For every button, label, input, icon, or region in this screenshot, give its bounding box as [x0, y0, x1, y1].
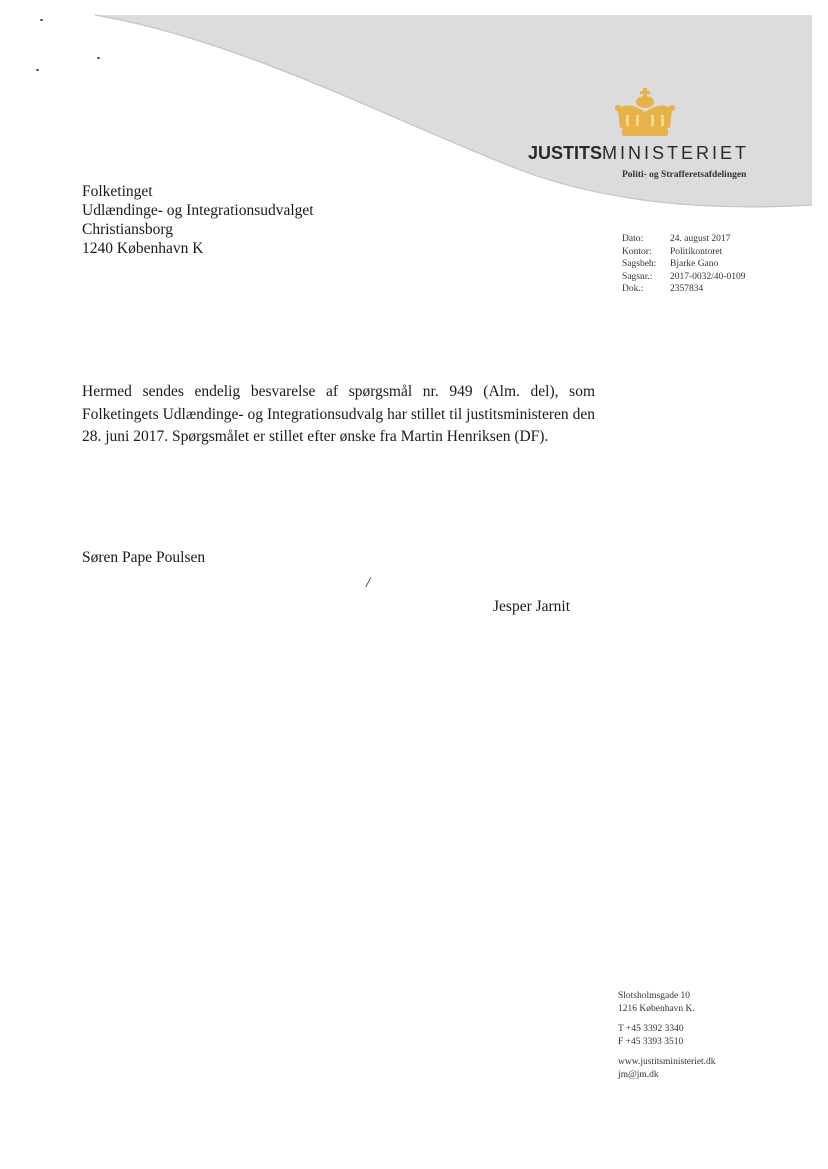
signature-separator: / — [366, 575, 371, 591]
scan-speck — [40, 19, 43, 21]
footer-fax: F +45 3393 3510 — [618, 1036, 684, 1047]
meta-label: Kontor: — [622, 246, 652, 257]
letter-body: Hermed sendes endelig besvarelse af spørgsmål nr. 949 (Alm. del), som Folketingets Udlændinge- og Integrationsudvalg har stillet til justitsministeren den 28. juni 2017. Spørgsmålet er stillet efter ønske fra Martin Henriksen (DF). — [82, 383, 595, 445]
meta-row — [622, 283, 745, 296]
recipient-line: Udlændinge- og Integrationsudvalget — [82, 202, 314, 219]
meta-value: Bjarke Gano — [670, 259, 719, 269]
footer-address-line: 1216 København K. — [618, 1003, 695, 1014]
meta-value: 2357834 — [670, 284, 704, 294]
meta-value: 2017-0032/40-0109 — [670, 271, 746, 282]
recipient-line: Folketinget — [82, 183, 153, 200]
logo-name-rest: MINISTERIET — [602, 143, 750, 163]
footer-email: jm@jm.dk — [618, 1069, 659, 1080]
recipient-address — [82, 182, 314, 258]
case-metadata — [622, 233, 745, 296]
contact-footer — [618, 990, 716, 1081]
meta-row — [622, 258, 745, 271]
logo-name-bold: JUSTITS — [528, 143, 603, 163]
official-signature: Jesper Jarnit — [493, 598, 571, 615]
recipient-line: 1240 København K — [82, 240, 204, 257]
scan-speck — [36, 69, 39, 71]
meta-label: Sagsnr.: — [622, 271, 653, 282]
meta-label: Dato: — [622, 234, 644, 244]
meta-row — [622, 271, 745, 284]
minister-signature: Søren Pape Poulsen — [82, 549, 206, 566]
footer-address-line: Slotsholmsgade 10 — [618, 991, 691, 1001]
meta-row — [622, 246, 745, 259]
meta-value: Politikontoret — [670, 246, 723, 257]
scan-speck — [97, 57, 100, 59]
meta-label: Sagsbeh: — [622, 259, 657, 269]
meta-row — [622, 233, 745, 246]
footer-website: www.justitsministeriet.dk — [618, 1057, 716, 1067]
meta-value: 24. august 2017 — [670, 234, 731, 244]
ministry-logo-text — [528, 143, 778, 164]
footer-phone: T +45 3392 3340 — [618, 1024, 684, 1034]
recipient-line: Christiansborg — [82, 221, 173, 238]
meta-label: Dok.: — [622, 284, 644, 294]
department-name: Politi- og Strafferetsafdelingen — [622, 170, 747, 180]
crown-icon — [612, 88, 678, 138]
